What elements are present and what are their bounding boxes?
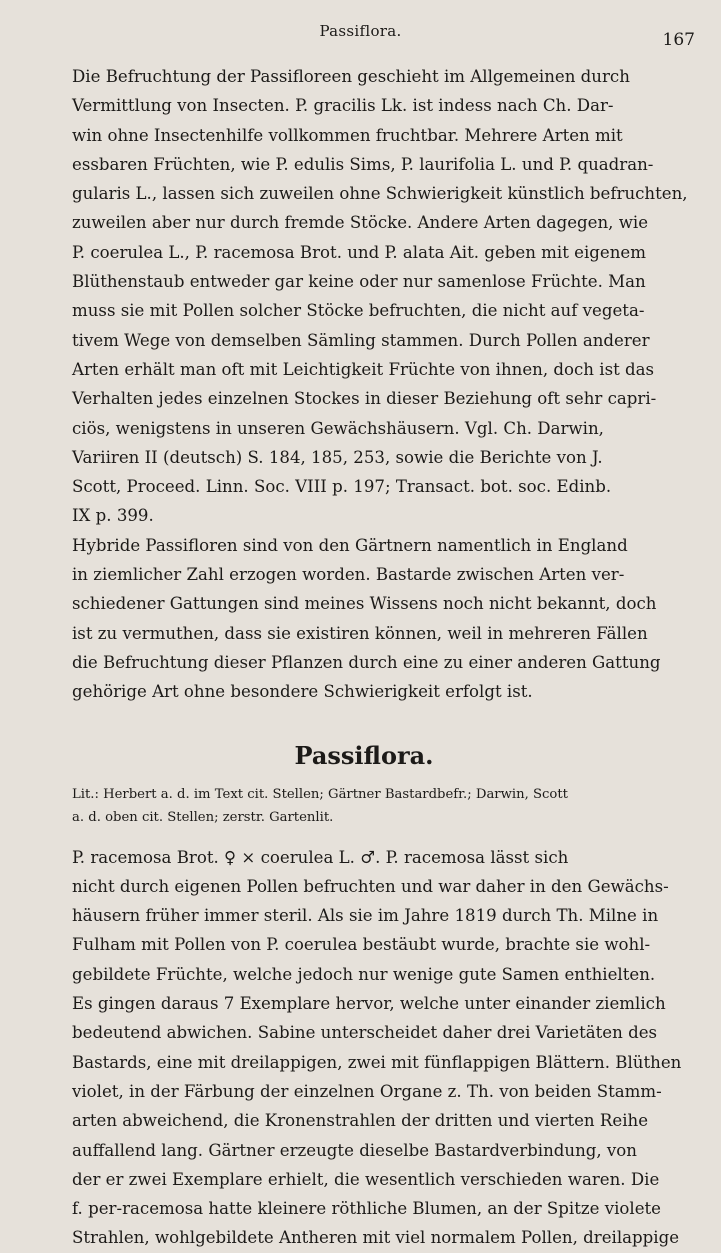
text-line: Vermittlung von Insecten. P. gracilis Lk. ist indess nach Ch. Dar-	[72, 96, 614, 116]
literature-line: a. d. oben cit. Stellen; zerstr. Gartenlit.	[72, 809, 334, 825]
text-line: tivem Wege von demselben Sämling stammen. Durch Pollen anderer	[72, 330, 650, 350]
text-line: nicht durch eigenen Pollen befruchten und war daher in den Gewächs-	[72, 876, 669, 896]
text-line: P. coerulea L., P. racemosa Brot. und P. alata Ait. geben mit eigenem	[72, 242, 646, 262]
text-line: Bastards, eine mit dreilappigen, zwei mit fünflappigen Blättern. Blüthen	[72, 1052, 682, 1072]
text-line: Scott, Proceed. Linn. Soc. VIII p. 197; Transact. bot. soc. Edinb.	[72, 477, 612, 497]
running-head: Passiflora.	[319, 22, 402, 40]
text-line: Arten erhält man oft mit Leichtigkeit Früchte von ihnen, doch ist das	[72, 359, 655, 379]
text-line: in ziemlicher Zahl erzogen worden. Bastarde zwischen Arten ver-	[72, 565, 625, 585]
text-line: der er zwei Exemplare erhielt, die wesentlich verschieden waren. Die	[72, 1169, 660, 1189]
text-line: ist zu vermuthen, dass sie existiren können, weil in mehreren Fällen	[72, 623, 648, 643]
text-line: essbaren Früchten, wie P. edulis Sims, P. laurifolia L. und P. quadran-	[72, 154, 654, 174]
text-line: Blüthenstaub entweder gar keine oder nur samenlose Früchte. Man	[72, 272, 646, 292]
body-text	[34, 62, 694, 1253]
page-number: 167	[662, 30, 695, 50]
text-line: zuweilen aber nur durch fremde Stöcke. Andere Arten dagegen, wie	[72, 213, 649, 233]
text-line: auffallend lang. Gärtner erzeugte dieselbe Bastardverbindung, von	[72, 1140, 637, 1160]
text-line: Die Befruchtung der Passifloreen geschieht im Allgemeinen durch	[72, 67, 630, 86]
paragraph-pollination	[34, 62, 694, 531]
text-line: f. per-racemosa hatte kleinere röthliche Blumen, an der Spitze violete	[72, 1199, 662, 1219]
text-line: Es gingen daraus 7 Exemplare hervor, welche unter einander ziemlich	[72, 994, 666, 1014]
paragraph-hybrids	[34, 531, 694, 707]
text-line: häusern früher immer steril. Als sie im Jahre 1819 durch Th. Milne in	[72, 906, 659, 926]
text-line: win ohne Insectenhilfe vollkommen fruchtbar. Mehrere Arten mit	[72, 125, 623, 145]
text-line: gebildete Früchte, welche jedoch nur wenige gute Samen enthielten.	[72, 964, 656, 984]
text-line: Variiren II (deutsch) S. 184, 185, 253, sowie die Berichte von J.	[72, 447, 603, 467]
text-line: arten abweichend, die Kronenstrahlen der dritten und vierten Reihe	[72, 1111, 649, 1131]
text-line: IX p. 399.	[72, 506, 154, 526]
paragraph-racemosa-coerulea	[34, 843, 694, 1253]
text-line: violet, in der Färbung der einzelnen Organe z. Th. von beiden Stamm-	[72, 1081, 662, 1101]
text-line: Hybride Passifloren sind von den Gärtnern namentlich in England	[72, 535, 628, 555]
text-line: gularis L., lassen sich zuweilen ohne Schwierigkeit künstlich befruchten,	[72, 184, 688, 204]
text-line: die Befruchtung dieser Pflanzen durch eine zu einer anderen Gattung	[72, 652, 661, 672]
text-line: bedeutend abwichen. Sabine unterscheidet daher drei Varietäten des	[72, 1023, 658, 1043]
text-line: gehörige Art ohne besondere Schwierigkeit erfolgt ist.	[72, 682, 533, 702]
text-line: schiedener Gattungen sind meines Wissens noch nicht bekannt, doch	[72, 594, 657, 614]
text-line: Fulham mit Pollen von P. coerulea bestäubt wurde, brachte sie wohl-	[72, 935, 651, 955]
literature-line: Lit.: Herbert a. d. im Text cit. Stellen; Gärtner Bastardbefr.; Darwin, Scott	[72, 786, 568, 802]
text-line: ciös, wenigstens in unseren Gewächshäusern. Vgl. Ch. Darwin,	[72, 418, 604, 438]
text-line: P. racemosa Brot. ♀ ⨯ coerulea L. ♂. P. racemosa lässt sich	[72, 847, 569, 867]
text-line: Verhalten jedes einzelnen Stockes in dieser Beziehung oft sehr capri-	[72, 389, 657, 409]
text-line: muss sie mit Pollen solcher Stöcke befruchten, die nicht auf vegeta-	[72, 301, 645, 321]
section-heading: Passiflora.	[294, 740, 434, 770]
text-line: Strahlen, wohlgebildete Antheren mit viel normalem Pollen, dreilappige	[72, 1228, 680, 1248]
literature-note	[34, 783, 694, 829]
